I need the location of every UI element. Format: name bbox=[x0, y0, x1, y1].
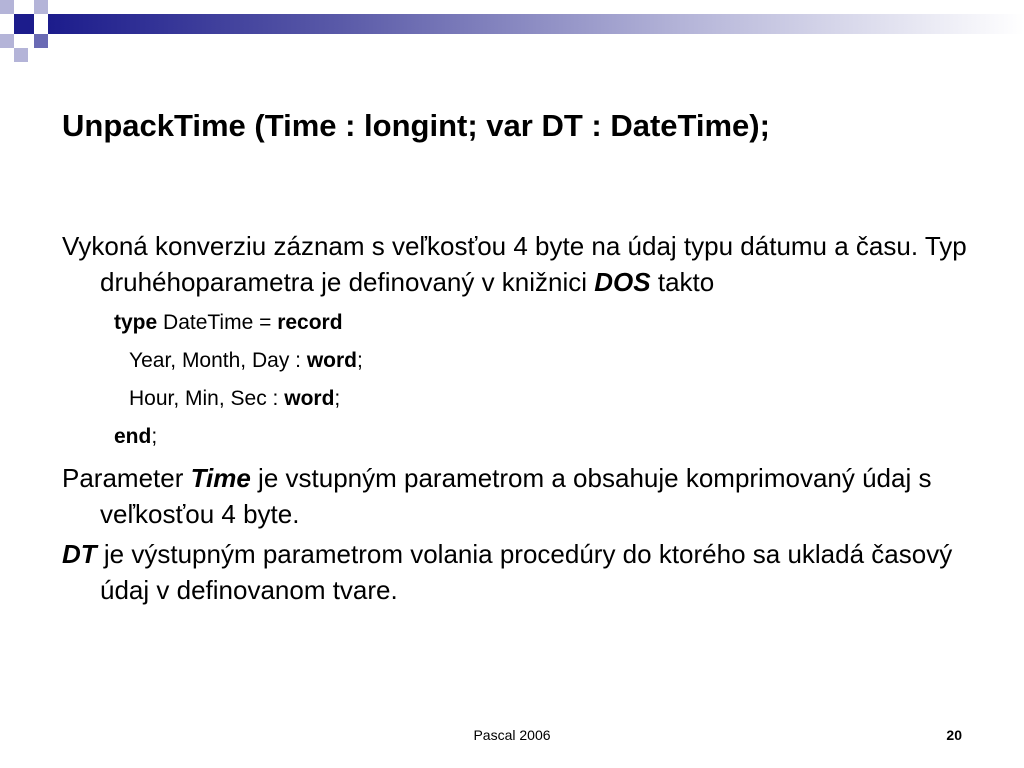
text: Vykoná konverziu záznam s veľkosťou 4 byte na údaj typu dátumu a času. Typ druhéhoparametra je definovaný v knižnici bbox=[62, 231, 967, 297]
text: Parameter bbox=[62, 463, 191, 493]
keyword-type: type bbox=[114, 311, 158, 334]
code-line bbox=[62, 380, 982, 418]
code-text: ; bbox=[151, 425, 158, 448]
code-line bbox=[62, 342, 982, 380]
slide-title: UnpackTime (Time : longint; var DT : DateTime); bbox=[62, 108, 770, 143]
header-gradient-bar bbox=[48, 14, 1024, 34]
decor-square bbox=[14, 48, 28, 62]
decor-square bbox=[34, 0, 48, 14]
code-text: Hour, Min, Sec : bbox=[129, 387, 285, 410]
paragraph-time-param bbox=[62, 460, 982, 532]
text: takto bbox=[650, 267, 715, 297]
text: je vstupným parametrom a obsahuje komprimovaný údaj s veľkosťou 4 byte. bbox=[100, 463, 932, 529]
decor-square bbox=[14, 14, 34, 34]
code-line bbox=[62, 304, 982, 342]
code-line bbox=[62, 418, 982, 456]
page-number: 20 bbox=[946, 727, 962, 743]
header-decoration bbox=[0, 0, 1024, 80]
code-text: Year, Month, Day : bbox=[129, 349, 307, 372]
code-text: ; bbox=[357, 349, 363, 372]
paragraph-dt-param bbox=[62, 536, 982, 608]
decor-square bbox=[34, 34, 48, 48]
decor-square bbox=[0, 0, 14, 14]
keyword-end: end bbox=[114, 425, 152, 448]
keyword-record: record bbox=[277, 311, 343, 334]
text: je výstupným parametrom volania procedúry do ktorého sa ukladá časový údaj v definovanom tvare. bbox=[96, 539, 953, 605]
paragraph-description bbox=[62, 228, 982, 300]
slide-body bbox=[62, 228, 982, 608]
emphasis-time: Time bbox=[190, 463, 251, 493]
keyword-word: word bbox=[306, 349, 357, 372]
footer-text: Pascal 2006 bbox=[473, 727, 551, 743]
code-text: DateTime = bbox=[157, 311, 278, 334]
keyword-word: word bbox=[284, 387, 335, 410]
emphasis-dos: DOS bbox=[594, 267, 651, 297]
emphasis-dt: DT bbox=[62, 539, 97, 569]
code-text: ; bbox=[334, 387, 341, 410]
decor-square bbox=[0, 34, 14, 48]
